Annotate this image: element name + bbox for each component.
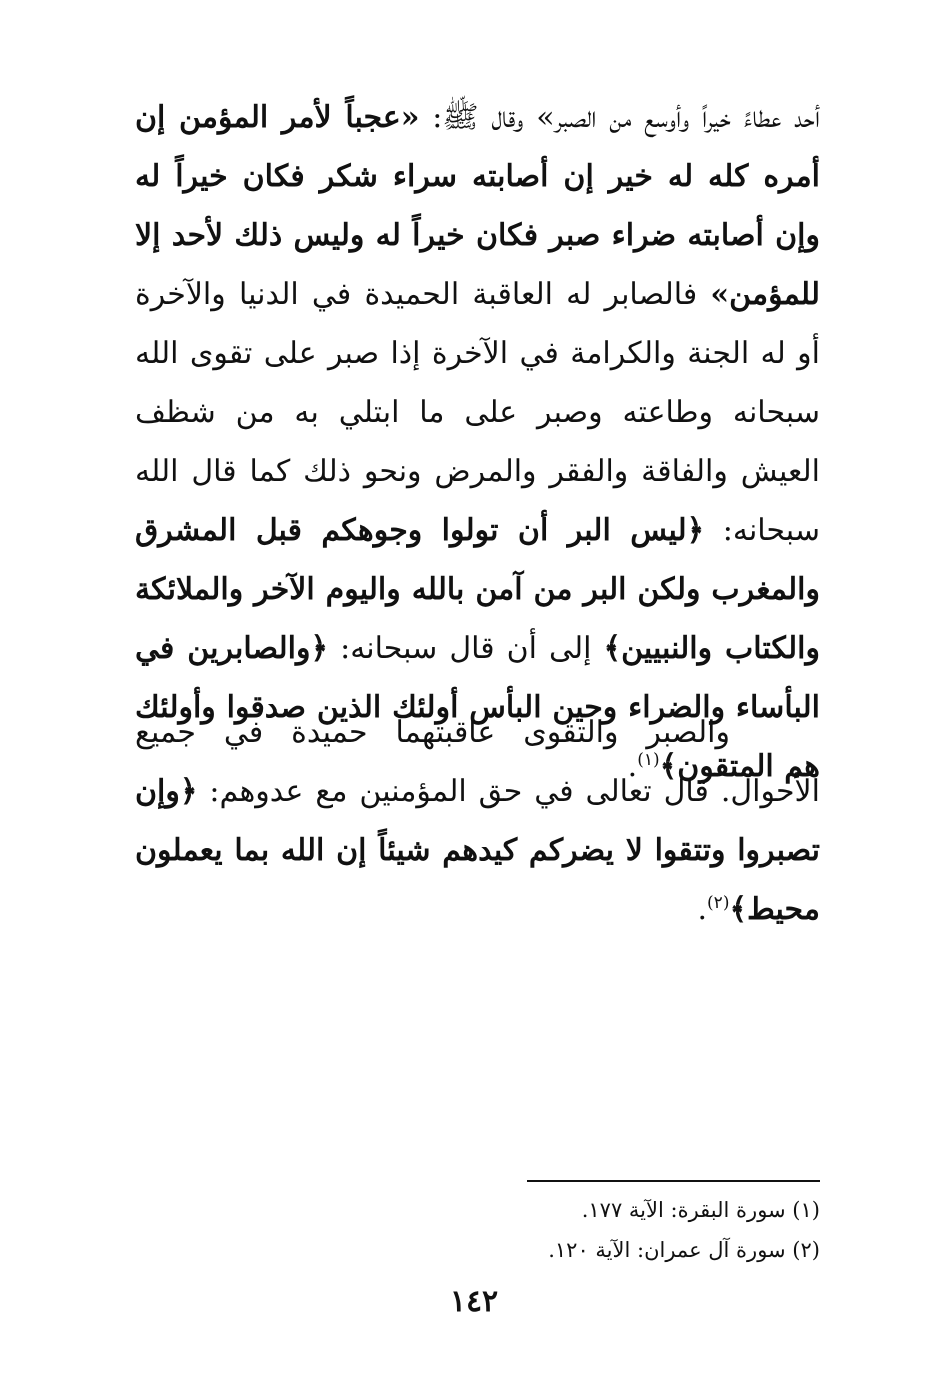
footnote-marker-1: (١) — [637, 750, 660, 770]
sentence-end: . — [627, 749, 638, 784]
hadith-quote: «عجباً لأمر المؤمن إن أمره كله له خير إن أصابته سراء شكر فكان خيراً له وإن أصابته ضراء صبر فكان خيراً له وليس ذلك لأحد إلا للمؤمن» — [135, 100, 820, 312]
quran-verse-quote: ﴿وإن تصبروا وتتقوا لا يضركم كيدهم شيئاً إن الله بما يعملون محيط﴾ — [135, 774, 820, 927]
footnotes — [420, 1190, 820, 1270]
quran-verse-quote: ﴿ليس البر أن تولوا وجوهكم قبل المشرق والمغرب ولكن البر من آمن بالله واليوم الآخر والملائكة والكتاب والنبيين﴾ — [135, 513, 820, 666]
text-segment: : — [419, 100, 443, 135]
page-number: ١٤٢ — [449, 1284, 499, 1319]
paragraph-1 — [135, 88, 820, 796]
footnote-divider — [527, 1180, 820, 1182]
text-segment: فالصابر له العاقبة الحميدة في الدنيا والآخرة أو له الجنة والكرامة في الآخرة إذا صبر على تقوى الله سبحانه وطاعته وصبر على ما ابتلي به من شظف العيش والفاقة والفقر والمرض ونحو ذلك كما قال الله سبحانه: — [135, 277, 820, 548]
footnote-marker-2: (٢) — [707, 893, 730, 913]
sentence-end: . — [697, 892, 708, 927]
salawat-honorific: ﷺ — [442, 100, 479, 135]
text-segment: إلى أن قال سبحانه: — [328, 631, 604, 666]
footnote-2: (٢) سورة آل عمران: الآية ١٢٠. — [548, 1238, 820, 1262]
paragraph-2 — [135, 703, 820, 939]
text-segment: أحد عطاءً خيراً وأوسع من الصبر» وقال — [478, 100, 820, 135]
footnote-1: (١) سورة البقرة: الآية ١٧٧. — [581, 1198, 820, 1222]
quran-verse-quote: ﴿والصابرين في البأساء والضراء وحين البأس أولئك الذين صدقوا وأولئك هم المتقون﴾ — [135, 631, 820, 784]
text-segment: والصبر والتقوى عاقبتهما حميدة في جميع الأحوال. قال تعالى في حق المؤمنين مع عدوهم: — [135, 715, 820, 809]
